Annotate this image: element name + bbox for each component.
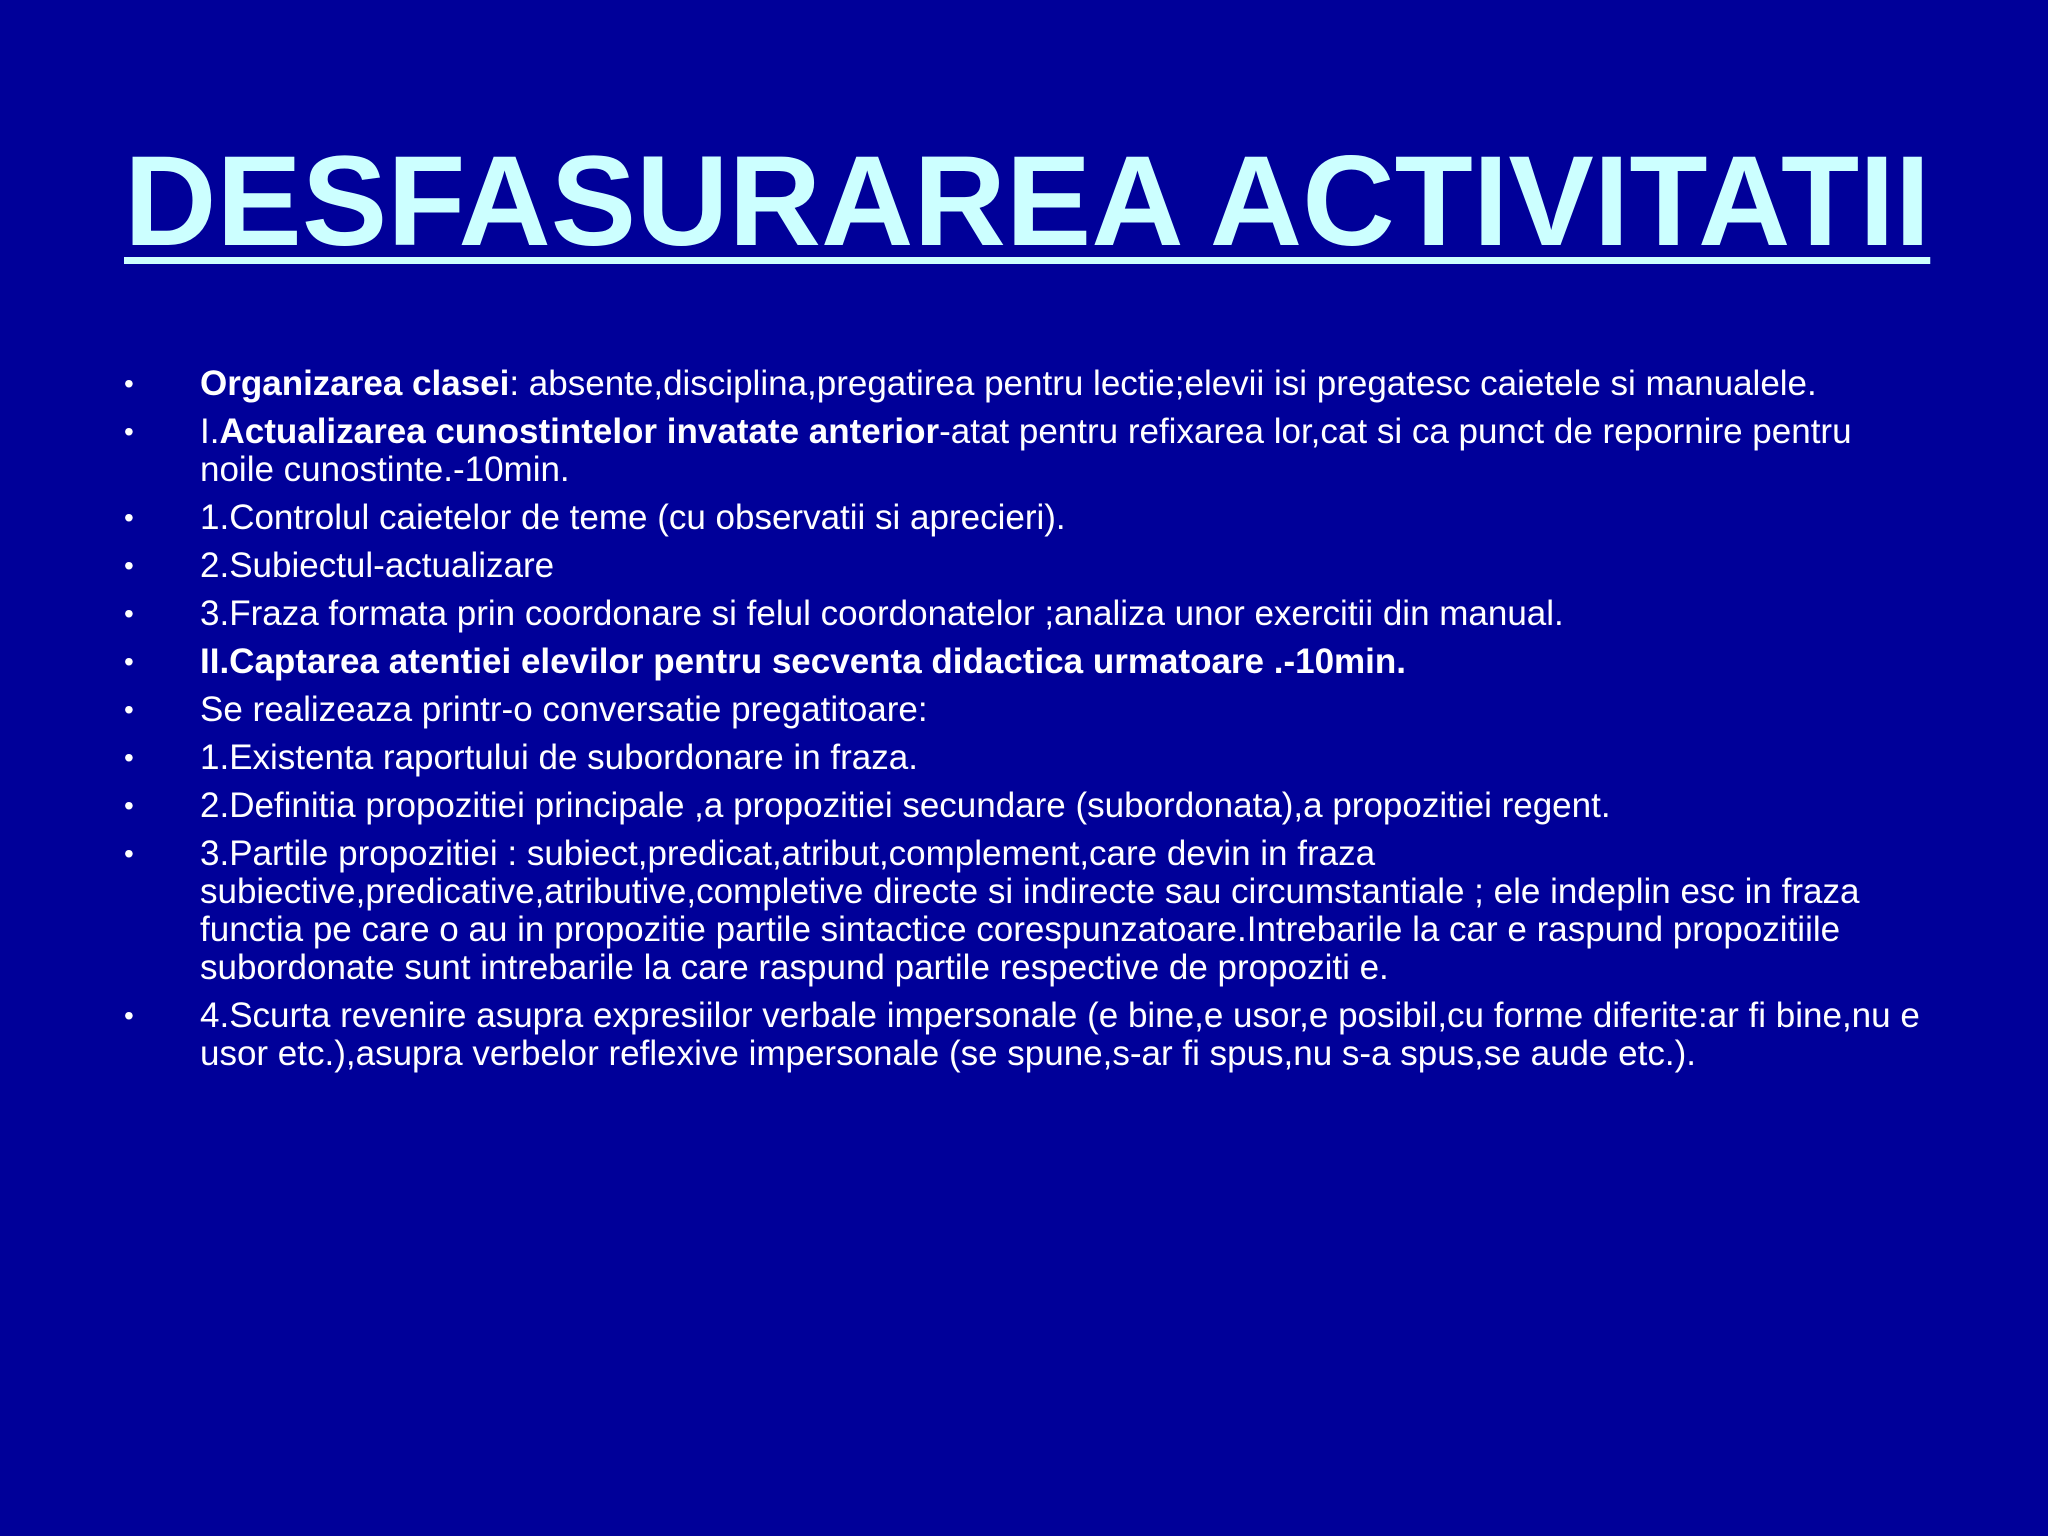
bullet-dot-icon: • xyxy=(124,368,134,399)
bullet-dot-icon: • xyxy=(124,598,134,629)
bullet-text: 4.Scurta revenire asupra expresiilor verbale impersonale (e bine,e usor,e posibil,cu forme diferite:ar fi bine,nu e usor etc.),asupra verbelor reflexive impersonale (se spune,s-ar fi spus,nu s-a spus,se aude etc.). xyxy=(200,996,1920,1073)
bullet-text: 3.Partile propozitiei : subiect,predicat,atribut,complement,care devin in fraza subiective,predicative,atributive,completive directe si indirecte sau circumstantiale ; ele indeplin esc in fraza functia pe care o au in propozitie partile sintactice corespunzatoare.Intrebarile la car e raspund propozitiile subordonate sunt intrebarile la care raspund partile respective de propoziti e. xyxy=(200,834,1860,987)
bullet-dot-icon: • xyxy=(124,502,134,533)
bullet-text: 2.Definitia propozitiei principale ,a propozitiei secundare (subordonata),a propozitiei regent. xyxy=(200,786,1611,825)
bullet-text: : absente,disciplina,pregatirea pentru lectie;elevii isi pregatesc caietele si manualele. xyxy=(509,364,1817,403)
bullet-item-actualizare xyxy=(124,413,1924,489)
bullet-dot-icon: • xyxy=(124,742,134,773)
bullet-dot-icon: • xyxy=(124,694,134,725)
bullet-text: 1.Controlul caietelor de teme (cu observatii si aprecieri). xyxy=(200,498,1066,537)
bullet-dot-icon: • xyxy=(124,1000,134,1031)
bullet-bold-text: II.Captarea atentiei elevilor pentru secventa didactica urmatoare .-10min. xyxy=(200,642,1406,681)
bullet-item-conversatie xyxy=(124,691,1924,729)
bullet-text: 2.Subiectul-actualizare xyxy=(200,546,555,585)
bullet-text: 3.Fraza formata prin coordonare si felul coordonatelor ;analiza unor exercitii din manual. xyxy=(200,594,1564,633)
bullet-bold-text: Actualizarea cunostintelor invatate anterior xyxy=(219,412,940,451)
bullet-dot-icon: • xyxy=(124,550,134,581)
bullet-item-revenire xyxy=(124,997,1924,1073)
bullet-item-captarea-atentiei xyxy=(124,643,1924,681)
bullet-item-existenta-raport xyxy=(124,739,1924,777)
bullet-dot-icon: • xyxy=(124,838,134,869)
bullet-prefix: I. xyxy=(200,412,220,451)
slide-title: DESFASURAREA ACTIVITATII xyxy=(124,130,1931,273)
bullet-item-partile-propozitiei xyxy=(124,835,1924,987)
bullet-dot-icon: • xyxy=(124,416,134,447)
bullet-item-definitia xyxy=(124,787,1924,825)
bullet-bold-text: Organizarea clasei xyxy=(200,364,510,403)
bullet-dot-icon: • xyxy=(124,790,134,821)
bullet-list xyxy=(124,365,1924,1083)
bullet-item-subiectul xyxy=(124,547,1924,585)
bullet-item-fraza-coordonare xyxy=(124,595,1924,633)
bullet-text: Se realizeaza printr-o conversatie pregatitoare: xyxy=(200,690,928,729)
bullet-text: 1.Existenta raportului de subordonare in fraza. xyxy=(200,738,918,777)
bullet-item-control-caiete xyxy=(124,499,1924,537)
bullet-item-organizare xyxy=(124,365,1924,403)
bullet-text: -atat pentru refixarea lor,cat si ca punct de repornire pentru noile cunostinte.-10min. xyxy=(200,412,1852,489)
bullet-dot-icon: • xyxy=(124,646,134,677)
